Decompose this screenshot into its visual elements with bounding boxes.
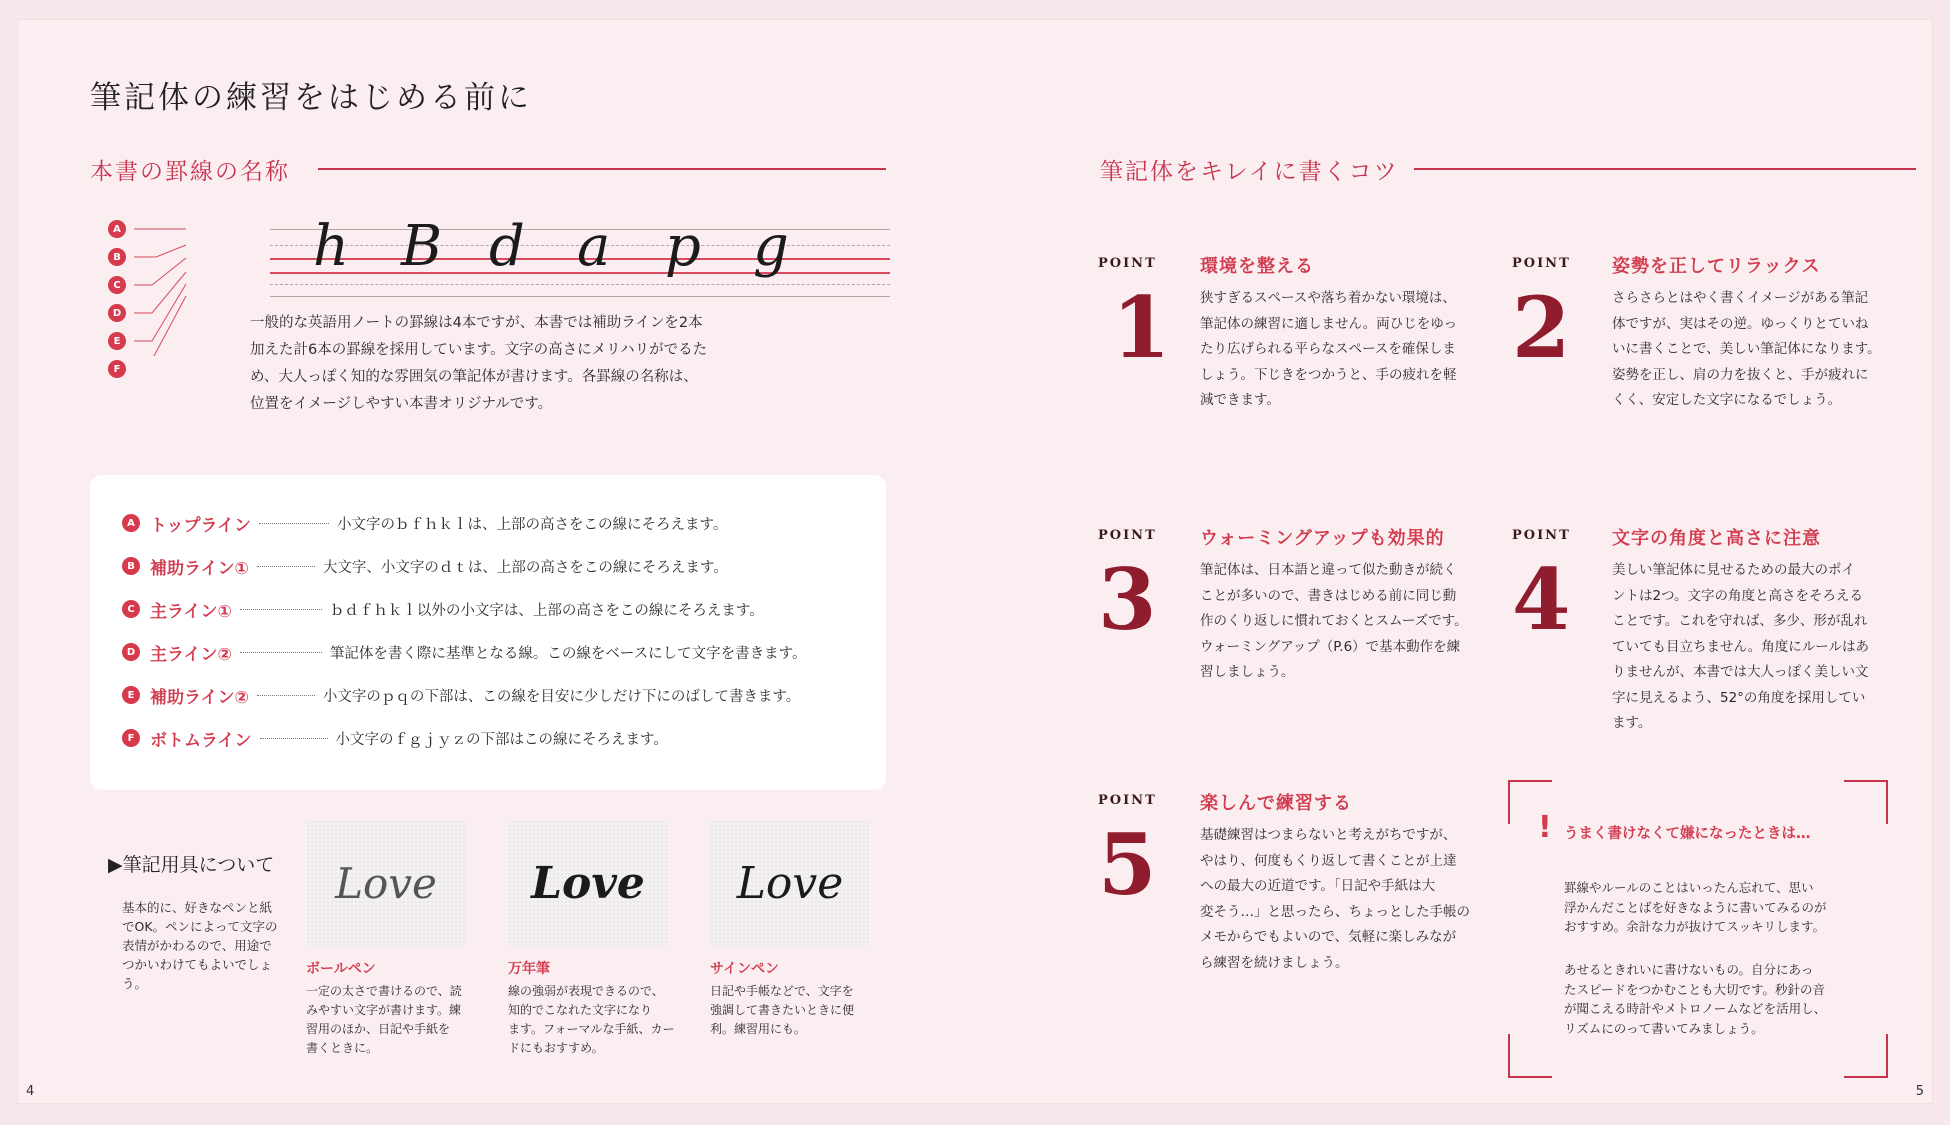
point-number: 1 — [1112, 278, 1171, 377]
line-desc: 小文字のｐｑの下部は、この線を目安に少しだけ下にのばして書きます。 — [322, 688, 801, 705]
sign-pen-sample-image: Love — [710, 820, 870, 946]
ruler-badge-a: A — [108, 220, 126, 238]
corner-mark — [1844, 780, 1888, 824]
description-line: 位置をイメージしやすい本書オリジナルです。 — [250, 396, 553, 412]
tool-name: サインペン — [710, 961, 780, 977]
leader-dots — [259, 523, 329, 524]
tip-title: うまく書けなくて嫌になったときは… — [1564, 826, 1811, 842]
point-label: POINT — [1512, 528, 1571, 543]
leader-lines — [126, 196, 256, 356]
badge-e: E — [122, 686, 140, 704]
point-2 — [1512, 256, 1881, 408]
point-heading: 文字の角度と高さに注意 — [1612, 528, 1821, 549]
line-name: 主ライン② — [150, 644, 232, 665]
line-desc: ｂｄｆｈｋｌ以外の小文字は、上部の高さをこの線にそろえます。 — [329, 602, 764, 619]
badge-f: F — [122, 729, 140, 747]
page-number-right: 5 — [1915, 1084, 1924, 1099]
tool-desc: 日記や手帳などで、文字を 強調して書きたいときに便 利。練習用にも。 — [710, 984, 855, 1036]
tools-title-text: 筆記用具について — [122, 854, 275, 876]
ruler-description — [250, 310, 870, 418]
badge-b: B — [122, 557, 140, 575]
description-line: 一般的な英語用ノートの罫線は4本ですが、本書では補助ラインを2本 — [250, 315, 703, 331]
sample-letter: h — [313, 214, 350, 279]
fountain-pen-sample-image: Love — [508, 820, 668, 946]
point-heading: 楽しんで練習する — [1200, 793, 1352, 814]
section-divider-left — [318, 168, 886, 170]
ruler-badge-c: C — [108, 276, 126, 294]
tool-name: 万年筆 — [508, 961, 550, 977]
line-name: 補助ライン② — [150, 687, 249, 708]
description-line: め、大人っぽく知的な雰囲気の筆記体が書けます。各罫線の名称は、 — [250, 369, 698, 385]
sample-letter: d — [489, 214, 525, 279]
tip-paragraph-2: あせるときれいに書けないもの。自分にあっ たスピードをつかむことも大切です。秒針の音 が聞こえる時計やメトロノームなどを活用し、 リズムにのって書いてみましょう。 — [1564, 962, 1827, 1036]
tool-desc: 一定の太さで書けるので、読 みやすい文字が書けます。練 習用のほか、日記や手紙を 書くときに。 — [306, 984, 462, 1055]
tool-ballpoint — [306, 820, 478, 1058]
ballpoint-sample-image: Love — [306, 820, 466, 946]
cursive-sample — [313, 214, 853, 294]
corner-mark — [1508, 1034, 1552, 1078]
line-name: 補助ライン① — [150, 558, 249, 579]
tool-name: ボールペン — [306, 961, 376, 977]
bottom-line — [270, 296, 890, 297]
point-heading: 環境を整える — [1200, 256, 1314, 277]
badge-c: C — [122, 600, 140, 618]
point-number: 4 — [1512, 550, 1571, 649]
tip-box — [1508, 780, 1888, 1078]
line-name: 主ライン① — [150, 601, 232, 622]
intro-line: でOK。ペンによって文字の — [122, 919, 278, 934]
line-row-assist-1 — [122, 553, 862, 579]
line-desc: 小文字のｂｆｈｋｌは、上部の高さをこの線にそろえます。 — [336, 516, 728, 533]
point-number: 2 — [1512, 278, 1571, 377]
line-desc: 小文字のｆｇｊｙｚの下部はこの線にそろえます。 — [335, 731, 668, 748]
leader-dots — [257, 695, 315, 696]
sample-letter: B — [401, 214, 443, 279]
point-body: 筆記体は、日本語と違って似た動きが続く ことが多いので、書きはじめる前に同じ動 作のくり返しに慣れておくとスムーズです。 ウォーミングアップ（P.6）で基本動作を練 習しましょう。 — [1200, 562, 1468, 680]
line-row-main-1 — [122, 596, 862, 622]
line-names-card — [90, 475, 886, 790]
point-heading: ウォーミングアップも効果的 — [1200, 528, 1445, 549]
tip-paragraph-1: 罫線やルールのことはいったん忘れて、思い 浮かんだことばを好きなように書いてみるのが おすすめ。余計な力が抜けてスッキリします。 — [1564, 880, 1827, 934]
point-number: 5 — [1098, 815, 1157, 914]
point-label: POINT — [1098, 256, 1157, 271]
leader-dots — [260, 738, 328, 739]
line-row-main-2 — [122, 639, 862, 665]
point-3 — [1098, 528, 1468, 680]
section-divider-right — [1414, 168, 1916, 170]
ruler-badge-f: F — [108, 360, 126, 378]
point-body: 美しい筆記体に見せるための最大のポイ ントは2つ。文字の角度と高さをそろえる ことです。これを守れば、多少、形が乱れ ていても目立ちません。角度にルールはあ りませんが、本書では大人っぽく美しい文 字に見えるよう、52°の角度を採用してい ます。 — [1612, 562, 1870, 731]
ruler-badge-b: B — [108, 248, 126, 266]
tools-intro — [122, 898, 292, 993]
page-title: 筆記体の練習をはじめる前に — [90, 80, 532, 116]
badge-d: D — [122, 643, 140, 661]
point-body: 基礎練習はつまらないと考えがちですが、 やはり、何度もくり返して書くことが上達 への最大の近道です。「日記や手紙は大 変そう…」と思ったら、ちょっとした手帳の メモからでもよいので、気軽に楽しみなが ら練習を続けましょう。 — [1200, 827, 1470, 971]
sample-letter: g — [753, 214, 789, 279]
intro-line: 表情がかわるので、用途で — [122, 938, 272, 953]
line-desc: 筆記体を書く際に基準となる線。この線をベースにして文字を書きます。 — [329, 645, 807, 662]
point-label: POINT — [1098, 793, 1157, 808]
tool-fountain-pen — [508, 820, 680, 1058]
point-label: POINT — [1512, 256, 1571, 271]
leader-dots — [240, 609, 322, 610]
line-name: ボトムライン — [150, 730, 252, 751]
tool-sign-pen — [710, 820, 882, 1039]
point-body: 狭すぎるスペースや落ち着かない環境は、 筆記体の練習に適しません。両ひじをゆっ たり広げられる平らなスペースを確保しま しょう。下じきをつかうと、手の疲れを軽 減できます。 — [1200, 290, 1458, 408]
section-title-ruled-lines: 本書の罫線の名称 — [90, 159, 290, 185]
ruler-badge-e: E — [108, 332, 126, 350]
description-line: 加えた計6本の罫線を採用しています。文字の高さにメリハリがでるた — [250, 342, 708, 358]
tools-title — [108, 850, 274, 877]
leader-dots — [240, 652, 322, 653]
tool-desc: 線の強弱が表現できるので、 知的でこなれた文字になり ます。フォーマルな手紙、カー ドにもおすすめ。 — [508, 984, 675, 1055]
intro-line: 基本的に、好きなペンと紙 — [122, 900, 273, 915]
exclamation-icon: ! — [1538, 810, 1552, 845]
point-body: さらさらとはやく書くイメージがある筆記 体ですが、実はその逆。ゆっくりとていね いに書くことで、美しい筆記体になります。 姿勢を正し、肩の力を抜くと、手が疲れに くく、安定した文字になるでしょう。 — [1612, 290, 1881, 408]
point-4 — [1512, 528, 1870, 731]
sample-letter: a — [577, 214, 611, 279]
leader-dots — [257, 566, 315, 567]
line-name: トップライン — [150, 515, 251, 536]
point-label: POINT — [1098, 528, 1157, 543]
corner-mark — [1844, 1034, 1888, 1078]
point-number: 3 — [1098, 550, 1157, 649]
line-row-top — [122, 510, 862, 536]
sample-letter: p — [665, 214, 701, 279]
point-1 — [1098, 256, 1458, 408]
triangle-icon: ▶ — [108, 854, 123, 876]
line-desc: 大文字、小文字のｄｔは、上部の高さをこの線にそろえます。 — [322, 559, 728, 576]
page-number-left: 4 — [26, 1084, 35, 1099]
point-heading: 姿勢を正してリラックス — [1612, 256, 1821, 277]
badge-a: A — [122, 514, 140, 532]
line-row-assist-2 — [122, 682, 862, 708]
intro-line: つかいわけてもよいでしょう。 — [122, 957, 273, 991]
section-title-tips: 筆記体をキレイに書くコツ — [1100, 159, 1399, 185]
spread-page — [18, 20, 1932, 1103]
ruler-badge-d: D — [108, 304, 126, 322]
line-row-bottom — [122, 725, 862, 751]
point-5 — [1098, 793, 1470, 971]
